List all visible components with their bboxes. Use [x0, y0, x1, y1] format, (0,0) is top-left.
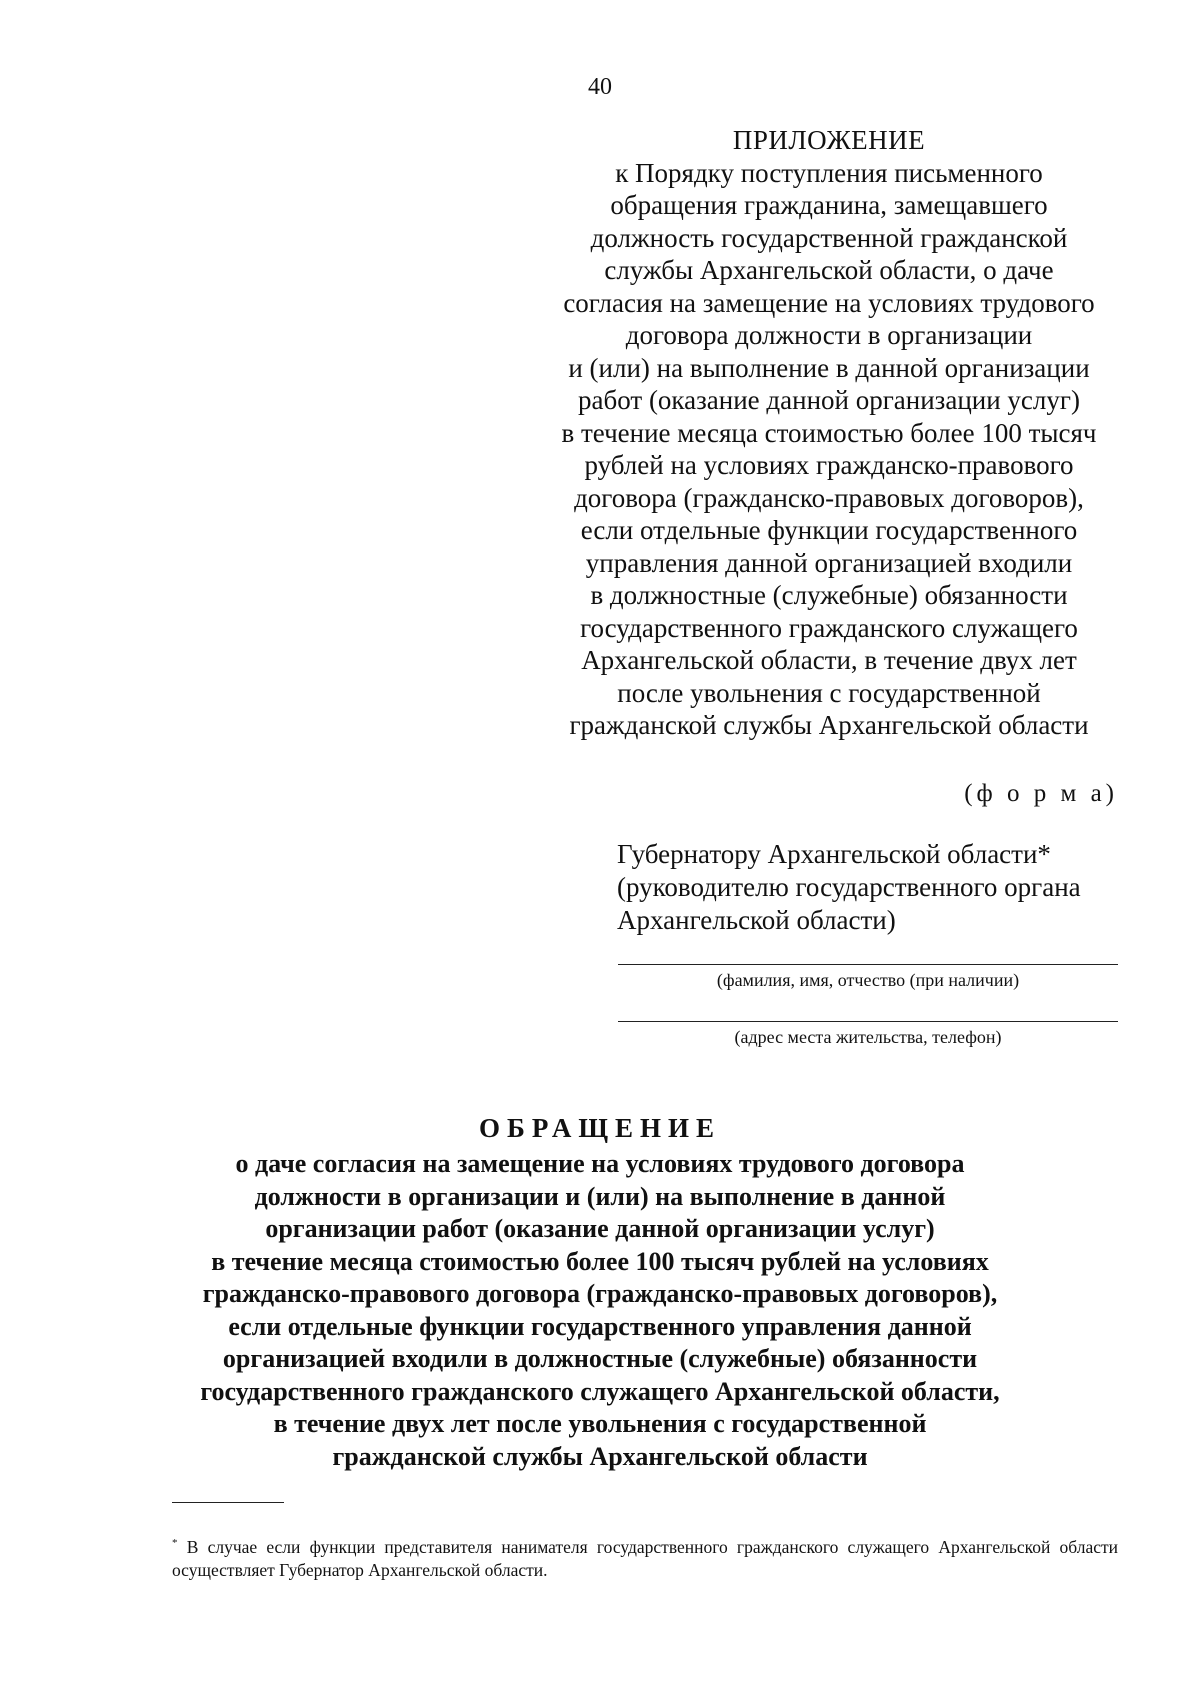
footnote-marker: *	[172, 1537, 178, 1549]
appendix-line: рублей на условиях гражданско-правового	[584, 450, 1074, 480]
appendix-header	[540, 124, 1118, 742]
appendix-line: после увольнения с государственной	[617, 677, 1041, 708]
appendix-title: ПРИЛОЖЕНИЕ	[732, 125, 926, 155]
page-number: 40	[588, 74, 612, 100]
appendix-line: службы Архангельской области, о даче	[604, 255, 1054, 285]
appendix-line: управления данной организацией входили	[585, 547, 1073, 578]
appendix-line: договора (гражданско-правовых договоров),	[574, 482, 1084, 513]
address-field-caption: (адрес места жительства, телефон)	[734, 1027, 1002, 1047]
subtitle-line: о даче согласия на замещение на условиях трудового договора	[235, 1149, 965, 1178]
subtitle-line: организации работ (оказание данной организации услуг)	[265, 1214, 935, 1243]
form-mark: (ф о р м а)	[964, 780, 1118, 807]
footnote-text: В случае если функции представителя нанимателя государственного гражданского служащего Архангельской области осуществляет Губернатор Архангельской области.	[172, 1536, 1119, 1580]
appendix-line: обращения гражданина, замещавшего	[610, 190, 1048, 220]
subtitle-line: если отдельные функции государственного управления данной	[228, 1311, 972, 1341]
appendix-line: и (или) на выполнение в данной организации	[568, 352, 1090, 383]
appendix-line: работ (оказание данной организации услуг)	[578, 385, 1080, 415]
appendix-line: в должностные (служебные) обязанности	[590, 580, 1068, 610]
subtitle-line: в течение месяца стоимостью более 100 тысяч рублей на условиях	[211, 1246, 989, 1276]
subtitle-line: должности в организации и (или) на выполнение в данной	[254, 1181, 946, 1211]
appendix-line: к Порядку поступления письменного	[615, 157, 1043, 188]
appendix-line: согласия на замещение на условиях трудового	[563, 287, 1095, 318]
appendix-line: если отдельные функции государственного	[580, 515, 1078, 545]
subtitle-line: организацией входили в должностные (служебные) обязанности	[222, 1344, 978, 1373]
addressee-line: (руководителю государственного органа	[617, 872, 1081, 902]
footnote-separator	[172, 1502, 284, 1503]
subtitle-line: государственного гражданского служащего Архангельской области,	[200, 1376, 1000, 1406]
appendix-line: гражданской службы Архангельской области	[569, 710, 1089, 740]
addressee-line: Архангельской области)	[617, 905, 896, 935]
appendix-line: должность государственной гражданской	[590, 222, 1068, 253]
footnote	[172, 1532, 1118, 1582]
document-title: ОБРАЩЕНИЕ	[478, 1113, 722, 1143]
name-field-line[interactable]	[618, 964, 1118, 965]
addressee-line: Губернатору Архангельской области*	[617, 839, 1051, 869]
addressee-block	[617, 838, 1137, 937]
subtitle-line: в течение двух лет после увольнения с государственной	[273, 1409, 927, 1438]
appendix-line: Архангельской области, в течение двух лет	[581, 645, 1077, 675]
subtitle-line: гражданской службы Архангельской области	[332, 1441, 868, 1471]
appendix-line: в течение месяца стоимостью более 100 тысяч	[561, 417, 1097, 448]
appendix-line: государственного гражданского служащего	[580, 612, 1078, 643]
appendix-line: договора должности в организации	[625, 320, 1033, 350]
document-subtitle	[150, 1148, 1050, 1473]
name-field-caption: (фамилия, имя, отчество (при наличии)	[716, 970, 1020, 990]
subtitle-line: гражданско-правового договора (гражданско-правовых договоров),	[202, 1279, 998, 1308]
address-field-line[interactable]	[618, 1021, 1118, 1022]
